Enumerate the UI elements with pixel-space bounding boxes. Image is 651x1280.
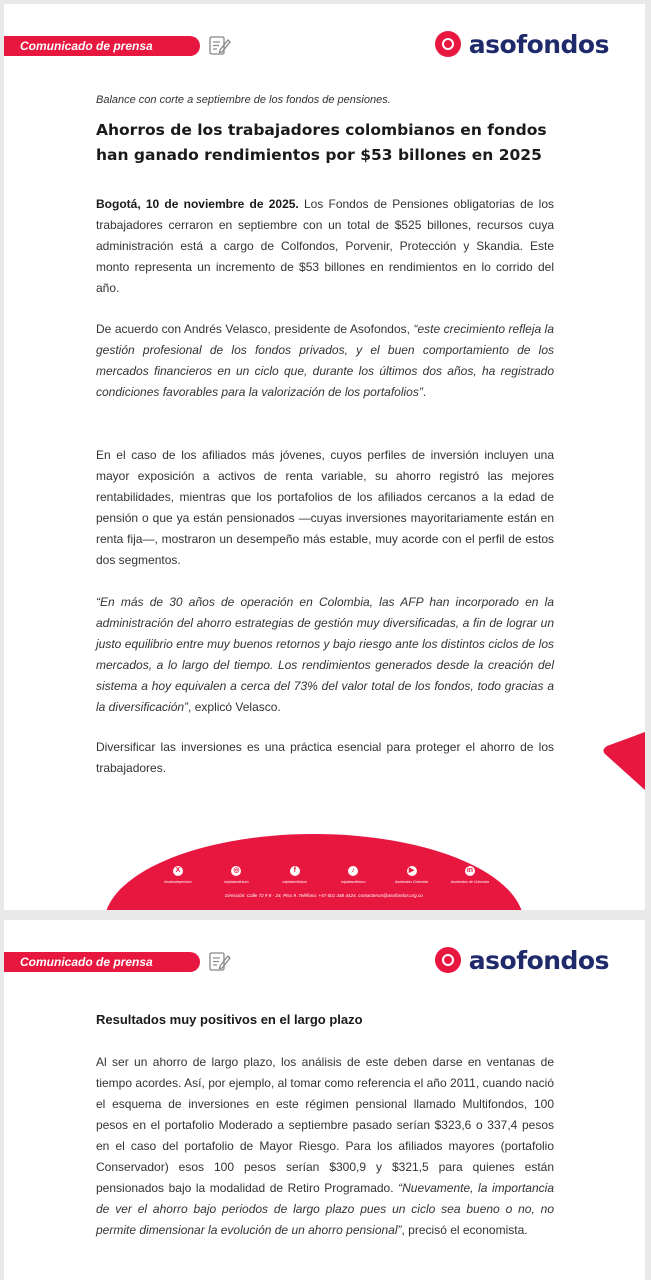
x-icon: X: [173, 866, 183, 876]
linkedin-icon: in: [466, 867, 474, 874]
asofondos-logo-mark: [435, 947, 461, 973]
dateline: Bogotá, 10 de noviembre de 2025.: [96, 197, 299, 211]
paragraph-2-start: De acuerdo con Andrés Velasco, presidente de Asofondos,: [96, 322, 414, 336]
social-link-tiktok[interactable]: [329, 866, 377, 884]
headline-block: [96, 118, 554, 168]
economist-quote: “Nuevamente, la importancia de ver el ahorro bajo periodos de largo plazo pues un ciclo sea bueno o no, no permite dimensionar la evolución de un ahorro pensional”: [96, 1181, 554, 1237]
press-release-tag: Comunicado de prensa: [4, 36, 200, 56]
velasco-quote-1: “este crecimiento refleja la gestión profesional de los fondos privados, y el buen comportamiento de los mercados financieros en un ciclo que, durante los últimos dos años, ha registrado condiciones favorables para la valorización de los portafolios”: [96, 322, 554, 399]
facebook-icon: f: [290, 866, 300, 876]
asofondos-logo: [435, 944, 609, 976]
tiktok-icon: ♪: [348, 866, 358, 876]
asofondos-logo: [435, 28, 609, 60]
paragraph-1-body: Los Fondos de Pensiones obligatorias de los trabajadores cerraron en septiembre con un total de $525 billones, recursos cuya administración está a cargo de Colfondos, Porvenir, Protección y Skandia. Este monto representa un incremento de $53 billones en rendimientos en lo corrido del año.: [96, 197, 554, 295]
social-handle: miplatamifuturo: [224, 880, 249, 884]
paragraph-2-end: .: [422, 385, 427, 399]
social-link-x[interactable]: [154, 866, 202, 884]
kicker: Balance con corte a septiembre de los fondos de pensiones.: [96, 94, 391, 106]
logo-text: asofondos: [468, 945, 609, 975]
social-handle: miplatamifuturo: [282, 880, 308, 884]
paragraph-4-end: , explicó Velasco.: [188, 700, 281, 714]
page-2-paragraph-end: , precisó el economista.: [401, 1223, 528, 1237]
social-link-instagram[interactable]: [212, 866, 260, 884]
edit-note-icon: [207, 33, 231, 57]
paragraph-4: [96, 592, 554, 718]
social-link-linkedin[interactable]: [446, 866, 494, 884]
section-subhead: Resultados muy positivos en el largo plazo: [96, 1012, 363, 1027]
social-link-youtube[interactable]: [388, 866, 436, 884]
decorative-side-triangle: [601, 732, 645, 790]
social-handle: Asofondos de Colombia: [450, 880, 490, 884]
page-2-paragraph: [96, 1052, 554, 1241]
headline-line-1: Ahorros de los trabajadores colombianos en fondos: [96, 121, 547, 139]
logo-text: asofondos: [468, 29, 609, 59]
social-link-facebook[interactable]: [271, 866, 319, 884]
footer-address: Dirección: Calle 72 # 8 - 24, Piso 9. Teléfono: +57 601 348 4424. contactenos@asofondos.org.co: [225, 893, 423, 898]
document-page-1: [4, 4, 645, 910]
page-2-paragraph-body: Al ser un ahorro de largo plazo, los análisis de este deben darse en ventanas de tiempo acordes. Así, por ejemplo, al tomar como referencia el año 2011, cuando nació el esquema de inversiones en este régimen pensional llamado Multifondos, 100 pesos en el portafolio Moderado a septiembre pasado serían $323,6 o 337,4 pesos en el caso del portafolio de Mayor Riesgo. Para los afiliados mayores (portafolio Conservador) esos 100 pesos serían $300,9 y $321,5 para quienes están pensionados bajo la modalidad de Retiro Programado.: [96, 1055, 554, 1195]
asofondos-logo-mark: [435, 31, 461, 57]
social-links: [154, 866, 494, 884]
paragraph-5: Diversificar las inversiones es una práctica esencial para proteger el ahorro de los trabajadores.: [96, 740, 554, 775]
instagram-icon: ◎: [233, 867, 240, 874]
edit-note-icon: [207, 949, 231, 973]
paragraph-1: [96, 194, 554, 299]
headline-line-2: han ganado rendimientos por $53 billones en 2025: [96, 146, 542, 164]
velasco-quote-2: “En más de 30 años de operación en Colombia, las AFP han incorporado en la administración del ahorro estrategias de gestión muy diversificadas, a fin de lograr un justo equilibrio entre muy buenos retornos y bajo riesgo ante los distintos ciclos de los mercados, a lo largo del tiempo. Los rendimientos generados desde la creación del sistema a hoy equivalen a cerca del 73% del valor total de los fondos, todo gracias a la diversificación”: [96, 595, 554, 714]
paragraph-3: En el caso de los afiliados más jóvenes, cuyos perfiles de inversión incluyen una mayor exposición a activos de renta variable, su ahorro registró las mejores rentabilidades, mientras que los portafolios de los afiliados cercanos a la edad de pensión o que ya están pensionados —cuyas inversiones mayoritariamente están en renta fija—, mostraron un desempeño más estable, muy acorde con el perfil de estos dos segmentos.: [96, 448, 554, 567]
press-release-tag: Comunicado de prensa: [4, 952, 200, 972]
youtube-icon: ▶: [407, 866, 417, 876]
document-page-2: [4, 920, 645, 1280]
social-handle: Asofondos Colombia: [394, 880, 429, 884]
page-1-content: [96, 94, 554, 106]
social-handle: miplatamifuturo: [340, 880, 366, 884]
paragraph-2: [96, 319, 554, 403]
social-handle: fondosdepension: [164, 880, 192, 884]
